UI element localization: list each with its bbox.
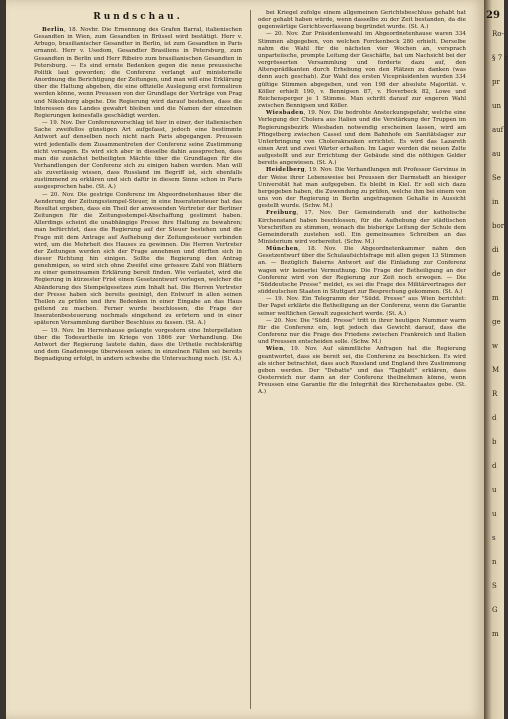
peek-line: S — [492, 582, 497, 590]
section-heading: Rundschau. — [93, 12, 183, 22]
dateline-city: Berlin — [42, 27, 64, 33]
paragraph-text: — 19. Nov. Ein Telegramm der "Südd. Presse" aus Wien berichtet: Der Papst erklärte die Betheiligung an der Conferenz, wenn die Garantie seiner weltlichen Gewalt zugesichert werde. (St. A.) — [258, 296, 466, 317]
paragraph-text: — 20. Nov. Die gestrige Conferenz im Abgeordnetenhause über die Aenderung der Zeitungsstempel-Steuer, in eine Inseratensteuer hat das Resultat ergeben, dass ein Theil der anwesenden Vertreter der Berliner Zeitungen für die Zeitungsstempel-Abschaffung gestimmt haben. Allerdings scheint die unabhängige Presse ihre Haltung zu bewahren; man befürchtet, dass die Regierung auf der Steuer bestehen und die Frage mit dem Antrage auf Aufhebung der Zeitungssteuer verbinden wird, um die Mehrheit des Hauses zu gewinnen. Die Herren Vertreter der Zeitungen werden sich der Frage annehmen und dürften sich in dieser Richtung hin einigen. Sollte die Regierung den Antrag genehmigen, so wird sich ohne Zweifel eine grössere Zahl von Blättern zu einer gemeinsamen Erklärung bereit finden. Wie verlautet, wird die Regierung in kürzester Frist einen Gesetzentwurf vorlegen, welcher die Abänderung des Stempelgesetzes zum Inhalt hat. Die Herren Vertreter der Presse haben sich bereits geeinigt, den Entwurf in allen seinen Theilen zu prüfen und ihre Bedenken in einer Eingabe an das Haus geltend zu machen. Ferner wurde beschlossen, die Frage der Inseratenbesteuerung nochmals eingehend zu erörtern und in einer späteren Versammlung darüber Beschluss zu fassen. (St. A.) — [34, 191, 242, 327]
peek-line: un — [492, 102, 502, 110]
paragraph-text: , 19. Nov. Auf sämmtliche Anfragen hat die Regierung geantwortet, dass sie bereit sei, die Conferenz zu beschicken. Es wird als sicher betrachtet, dass auch Russland und England ihre Zustimmung geben werden. Der "Debatte" und das "Tagblatt" erklären, dass Oesterreich nur dann an der Conferenz theilnehmen könne, wenn Preussen eine Garantie für die Integrität des Kirchenstaates gebe. (St. A.) — [258, 346, 466, 396]
article-paragraph — [258, 31, 466, 110]
peek-line: Ro- — [492, 30, 504, 38]
peek-line: G — [492, 606, 498, 614]
left-column — [34, 10, 242, 711]
article-paragraph — [258, 110, 466, 167]
paragraph-text: , 17. Nov. Der Gemeinderath und der katholische Kirchenstand haben beschlossen, für die Aufhebung der städtischen Vorschriften zu stimmen, wonach die bisherige Leitung der Schule dem Gemeinderath zustehen soll. Ein gemeinsames Schreiben an das Ministerium wird vorbereitet. (Schw. M.) — [258, 210, 466, 245]
paragraph-text: bei Kriegel zufolge einem allgemeinen Gerichtsbeschluss gehabt hat oder gehabt haben würde, wenn dasselbe zu der Zeit bestanden, da die gegenwärtige Gerichtsverfassung begründet wurde. (St. A.) — [258, 10, 466, 31]
peek-line: au — [492, 150, 501, 158]
peek-line: de — [492, 270, 501, 278]
peek-line: Se — [492, 174, 501, 182]
peek-line: d — [492, 462, 497, 470]
paragraph-text: — 20. Nov. Die "Südd. Presse" tritt in ihrer heutigen Nummer warm für die Conferenz ein, legt jedoch das Gewicht darauf, dass die Conferenz nur die Frage des Friedens zwischen Frankreich und Italien und Preussen entscheiden solle. (Schw. M.) — [258, 317, 466, 346]
paragraph-text: , 19. Nov. Die bedrohte Ansteckungsgefahr, welche eine Verlegung der Cholera aus Italien und die Verstärkung der Truppen im Regierungsbezirk Wiesbaden notwendig erscheinen lassen, wird am Pfingstberg zwischen Cassel und dem Bahnhofe ein Sanitätslager zur Unterbringung von Cholerakranken errichtet. Es wird das Lazareth einen Arzt und zwei Wärter erhalten. Im Lager werden die neuen Zelte aufgestellt und zur Errichtung der Gebäude sind die nöthigen Gelder bereits angewiesen. (St. A.) — [258, 110, 466, 167]
peek-line: M — [492, 366, 500, 374]
peek-line: s — [492, 534, 496, 542]
right-column — [258, 10, 466, 711]
article-paragraph — [258, 10, 466, 31]
peek-line: auf — [492, 126, 504, 134]
peek-line: R — [492, 390, 498, 398]
right-paragraphs — [258, 10, 466, 396]
next-page-peek — [492, 30, 508, 654]
dateline-city: Freiburg — [266, 210, 297, 217]
article-paragraph — [258, 296, 466, 317]
peek-line: u — [492, 510, 497, 518]
paragraph-text: , 19. Nov. Die Verhandlungen mit Professor Gervinus in der Weise ihrer Lebensweise bei Preussen der Darmstadt an hiesiger Universität hat man aufgegeben. Es bleibt in Kiel. Er soll sich dazu hergegeben haben, die Zuwendung zu prüfen, welche ihm bei einem von uns von der Regierung in Berlin angetragenen Gehalte in Aussicht gestellt wurde. (Schw. M.) — [258, 167, 466, 210]
article-paragraph — [34, 120, 242, 192]
column-rule — [250, 10, 251, 709]
peek-line: in — [492, 198, 499, 206]
peek-line: pr — [492, 78, 500, 86]
peek-line: ge — [492, 318, 501, 326]
dateline-city: München — [266, 246, 299, 253]
dateline-city: Heidelberg — [266, 167, 305, 174]
peek-line: m — [492, 294, 499, 302]
peek-line: b — [492, 438, 497, 446]
peek-line: bor — [492, 222, 505, 230]
article-paragraph — [258, 346, 466, 396]
peek-line: d — [492, 414, 497, 422]
paragraph-text: , 18. Nov. Die Abgeordnetenkammer nahm den Gesetzentwurf über die Schulaufsichtsfrage mit allen gegen 13 Stimmen an. — Bezüglich Baierns Antwort auf die Einladung zur Conferenz wagen wir keinerlei Vermuthung. Die Frage der Betheiligung an der Conferenz wird von der Regierung zur Zeit noch erwogen. — Die "Süddeutsche Presse" meldet, es sei die Frage des Militärvertrages der süddeutschen Staaten in Stuttgart zur Besprechung gekommen. (St. A.) — [258, 246, 466, 296]
newspaper-page — [6, 0, 484, 719]
article-paragraph — [34, 27, 242, 120]
dateline-city: Wien — [266, 346, 284, 353]
peek-line: n — [492, 558, 497, 566]
peek-line: w — [492, 342, 498, 350]
left-paragraphs — [34, 27, 242, 363]
next-page-gutter — [484, 0, 508, 719]
article-paragraph — [258, 167, 466, 210]
paragraph-text: — 20. Nov. Zur Präsidentenwahl im Abgeordnetenhause waren 334 Stimmen abgegeben, von welchen Forckenbeck 280 erhielt. Derselbe nahm die Wahl für die nächsten vier Wochen an, versprach unparteiische, prompte Leitung der Geschäfte, bat um Nachsicht bei der vergrösserten Versammlung und forderte dazu auf, den Altersprädikanten durch Erhebung von den Plätzen zu danken (was denn auch geschah). Zur Wahl des ersten Vicepräsidenten wurden 334 gültige Stimmen abgegeben, und von 198 der absolute Majorität. v. Köller erhielt 190, v. Bennigsen 87, v. Hoverbeck 82, Lowe und Reichensperger je 1 Stimme. Man schritt darauf zur engeren Wahl zwischen Bennigsen und Köller. — [258, 31, 466, 110]
peek-line: m — [492, 630, 499, 638]
peek-line: u — [492, 486, 497, 494]
peek-line: § 7 r — [492, 54, 508, 62]
paragraph-text: — 19. Nov. Der Conferenzvorschlag ist hier in einer, der italienischen Sache zweifellos günstigen Art aufgefasst, jedoch eine bestimmte Antwort auf denselben noch nicht nach Paris abgegangen. Preussen wird jedenfalls dem Zusammentreten der Conferenz seine Zustimmung nicht versagen. Es wird sich aber in dieselbe dahin aussprechen, dass man die zunächst betheiligten Mächte über die Grundlagen für die Verhandlungen der Conferenz sich zu einigen haben werden. Man will als zuverlässig wissen, dass Russland im Begriff ist, sich ebenfalls zustimmend zu erklären und sich dafür in diesem Sinne schon in Paris ausgesprochen habe. (St. A.) — [34, 120, 242, 191]
paragraph-text: — 19. Nov. Im Herrenhause gelangte vorgestern eine Interpellation über die Todesurtheile im Kriege von 1866 zur Verhandlung. Die Antwort der Regierung lautete dahin, dass die Urtheile rechtskräftig und dem Gnadenwege überwiesen seien; in einzelnen Fällen sei bereits Begnadigung erfolgt, in andern schwebe die Untersuchung noch. (St. A.) — [34, 327, 242, 363]
article-paragraph — [258, 210, 466, 246]
article-paragraph — [258, 318, 466, 347]
paragraph-text: , 18. Novbr. Die Ernennung des Grafen Barral, italienischen Gesandten in Wien, zum Gesandten in Brüssel wird bestätigt. Herr v. Arbugo, brasilianischer Gesandter in Berlin, ist zum Gesandten in Paris ernannt. Herr v. Usedom, Gesandter Brasiliens in Petersburg, zum Gesandten in Berlin und Herr Ribeiro zum brasilianischen Gesandten in Petersburg. — Es sind ernste Bedenken gegen die neue preussische Politik laut geworden; die Conferenz verlangt auf ministerielle Anordnung die Berichtigung der Zeitungen, und man will eine Erklärung über die Haltung abgeben, die eine offizielle Auslegung erst formuliren werden könne, wenn Preussen von der Grundlage der Verträge von Prag und Nikolsburg abgehe. Die Regierung wird darauf bestehen, dass die Interessen des Landes gewahrt bleiben und die Namen der einzelnen Regierungen keinesfalls geschädigt werden. — [34, 27, 242, 119]
dateline-city: Wiesbaden — [266, 110, 304, 117]
peek-line: di — [492, 246, 499, 254]
page-number: 29 — [486, 10, 500, 21]
article-paragraph — [34, 328, 242, 364]
article-paragraph — [258, 246, 466, 296]
article-paragraph — [34, 192, 242, 328]
